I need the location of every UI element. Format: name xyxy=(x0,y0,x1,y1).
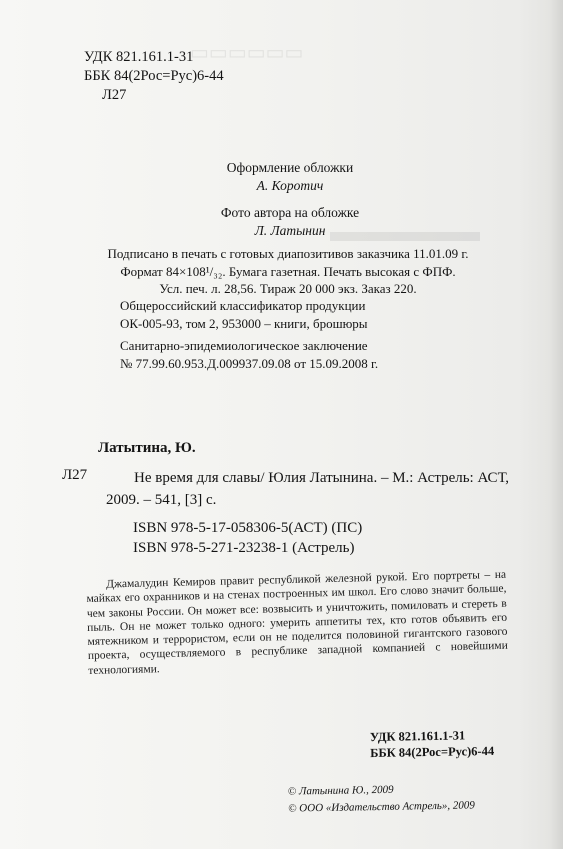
show-through-ghost: ▭▭▭▭▭▭ xyxy=(190,42,304,64)
print-line: Формат 84×108¹/₃₂. Бумага газетная. Печать высокая с ФПФ. xyxy=(120,263,456,279)
cover-design-name: А. Коротич xyxy=(256,178,324,193)
sanitary-conclusion xyxy=(120,337,378,372)
show-through-ghost-title: ▬▬▬▬▬ xyxy=(330,215,480,248)
catalog-title-entry: Не время для славы/ Юлия Латынина. – М.: Астрель: АСТ, 2009. – 541, [3] с. xyxy=(106,470,509,508)
isbn-block xyxy=(133,518,362,558)
udk-code: УДК 821.161.1-31 xyxy=(84,49,194,65)
classifier-line: ОК-005-93, том 2, 953000 – книги, брошюры xyxy=(120,315,368,331)
bbk-code: ББК 84(2Рос=Рус)6-44 xyxy=(84,68,224,84)
print-line: Усл. печ. л. 28,56. Тираж 20 000 экз. Заказ 220. xyxy=(159,281,417,296)
sanitary-line: № 77.99.60.953.Д.009937.09.08 от 15.09.2008 г. xyxy=(120,355,379,371)
catalog-author: Латытина, Ю. xyxy=(98,440,196,456)
udk-code-bottom: УДК 821.161.1-31 xyxy=(369,728,466,745)
author-mark: Л27 xyxy=(102,87,127,103)
classification-codes-bottom xyxy=(370,727,495,761)
annotation-paragraph: Джамалудин Кемиров правит республикой железной рукой. Его портреты – на майках его охранников и на стенах построенных им школ. Его слово значит больше, чем законы России. Он может все: возвысить и уничтожить, помиловать и стереть в пыль. Он не может только одного: умерить аппетиты тех, кто готов объявить его мятежником и террористом, если он не поделится половиной гигантского газового проекта, осуществляемого в республике западной компанией с новейшими технологиями. xyxy=(86,568,508,677)
isbn-astrel: ISBN 978-5-271-23238-1 (Астрель) xyxy=(133,540,355,556)
sanitary-line: Санитарно-эпидемиологическое заключение xyxy=(120,338,368,353)
classifier-line: Общероссийский классификатор продукции xyxy=(120,298,366,313)
cover-design-label: Оформление обложки xyxy=(226,160,354,175)
print-line: Подписано в печать с готовых диапозитивов заказчика 11.01.09 г. xyxy=(107,246,469,261)
isbn-ast: ISBN 978-5-17-058306-5(АСТ) (ПС) xyxy=(133,520,363,536)
photo-name: Л. Латынин xyxy=(254,223,326,238)
cover-design-credit xyxy=(90,159,490,195)
page-edge-shadow xyxy=(549,0,563,849)
copyright-author: © Латынина Ю., 2009 xyxy=(287,783,394,798)
bbk-code-bottom: ББК 84(2Рос=Рус)6-44 xyxy=(370,743,495,761)
copyright-publisher: © ООО «Издательство Астрель», 2009 xyxy=(288,799,475,815)
photo-credit xyxy=(90,204,490,240)
print-details xyxy=(68,245,508,298)
photo-label: Фото автора на обложке xyxy=(220,205,360,220)
product-classifier xyxy=(120,297,368,332)
copyright-block xyxy=(288,780,475,817)
classification-codes-top xyxy=(84,48,224,105)
catalog-author-mark: Л27 xyxy=(62,467,88,483)
